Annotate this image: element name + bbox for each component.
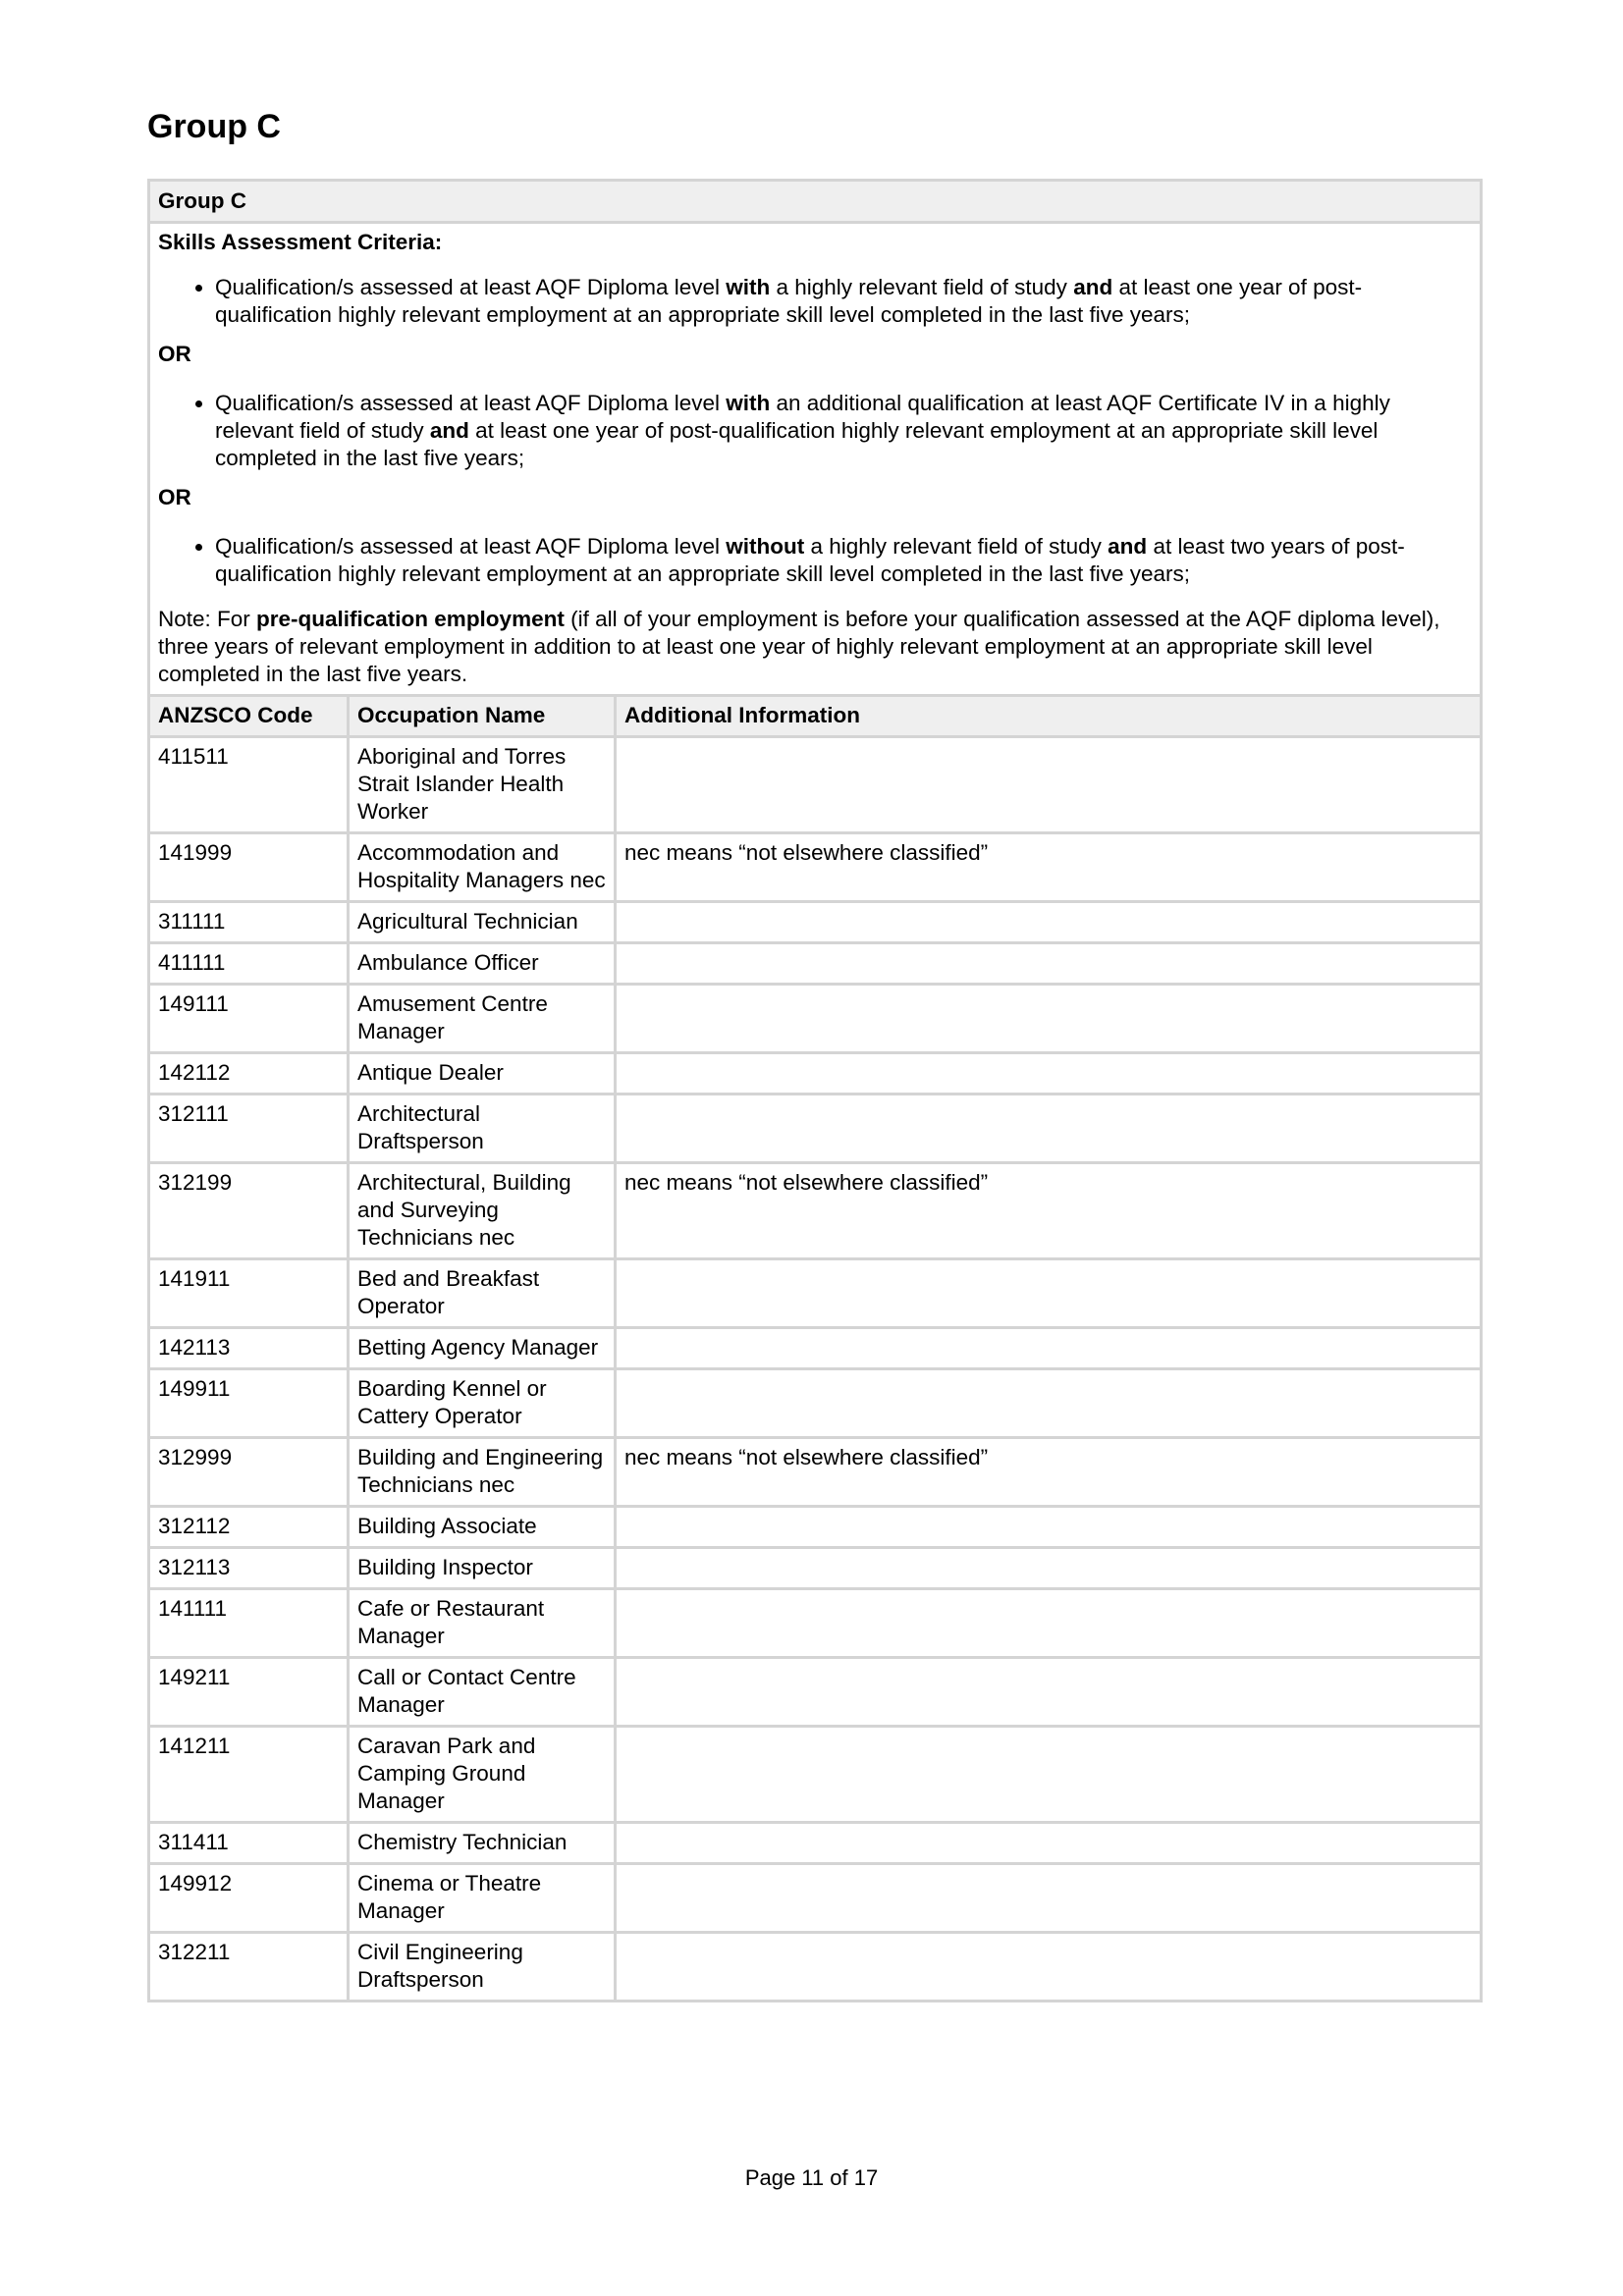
additional-info-cell	[616, 1095, 1482, 1163]
criteria-heading: Skills Assessment Criteria:	[158, 230, 443, 254]
column-header-name: Occupation Name	[349, 696, 616, 737]
anzsco-code-cell: 149911	[149, 1369, 349, 1438]
occupation-name-cell: Agricultural Technician	[349, 902, 616, 943]
column-header-row	[149, 696, 1482, 737]
table-row	[149, 985, 1482, 1053]
additional-info-cell	[616, 1658, 1482, 1727]
table-row	[149, 1727, 1482, 1823]
additional-info-cell	[616, 1053, 1482, 1095]
table-row	[149, 1589, 1482, 1658]
or-separator-1: OR	[158, 342, 191, 366]
page-title: Group C	[147, 108, 281, 145]
anzsco-code-cell: 142113	[149, 1328, 349, 1369]
table-row	[149, 833, 1482, 902]
table-row	[149, 1163, 1482, 1259]
anzsco-code-cell: 141211	[149, 1727, 349, 1823]
table-row	[149, 1933, 1482, 2002]
occupation-name-cell: Boarding Kennel or Cattery Operator	[349, 1369, 616, 1438]
occupation-name-cell: Building Associate	[349, 1507, 616, 1548]
table-row	[149, 1507, 1482, 1548]
page-footer: Page 11 of 17	[744, 2165, 879, 2190]
occupation-name-cell: Architectural Draftsperson	[349, 1095, 616, 1163]
table-row	[149, 1053, 1482, 1095]
anzsco-code-cell: 411111	[149, 943, 349, 985]
table-row	[149, 1658, 1482, 1727]
anzsco-code-cell: 141111	[149, 1589, 349, 1658]
table-row	[149, 1864, 1482, 1933]
table-row	[149, 943, 1482, 985]
criteria-item-2: • Qualification/s assessed at least AQF Diploma level with an additional qualification at least AQF Certificate IV in a highly relevant field of study and at least one year of post-qualification highly relevant employment at an appropriate skill level completed in the last five years;	[215, 390, 1472, 472]
additional-info-cell	[616, 1823, 1482, 1864]
occupation-name-cell: Amusement Centre Manager	[349, 985, 616, 1053]
additional-info-cell	[616, 1259, 1482, 1328]
occupation-name-cell: Accommodation and Hospitality Managers nec	[349, 833, 616, 902]
occupation-name-cell: Civil Engineering Draftsperson	[349, 1933, 616, 2002]
anzsco-code-cell: 141911	[149, 1259, 349, 1328]
additional-info-cell	[616, 737, 1482, 833]
anzsco-code-cell: 312211	[149, 1933, 349, 2002]
table-row	[149, 1095, 1482, 1163]
occupation-name-cell: Architectural, Building and Surveying Technicians nec	[349, 1163, 616, 1259]
criteria-item-3: • Qualification/s assessed at least AQF Diploma level without a highly relevant field of study and at least two years of post-qualification highly relevant employment at an appropriate skill level completed in the last five years;	[215, 533, 1472, 588]
criteria-cell	[149, 223, 1482, 696]
anzsco-code-cell: 312199	[149, 1163, 349, 1259]
table-row	[149, 1548, 1482, 1589]
anzsco-code-cell: 312112	[149, 1507, 349, 1548]
occupation-name-cell: Ambulance Officer	[349, 943, 616, 985]
occupation-name-cell: Aboriginal and Torres Strait Islander Health Worker	[349, 737, 616, 833]
or-separator-2: OR	[158, 485, 191, 509]
criteria-note: Note: For pre-qualification employment (if all of your employment is before your qualification assessed at the AQF diploma level), three years of relevant employment in addition to at least one year of highly relevant employment at an appropriate skill level completed in the last five years.	[158, 607, 1440, 686]
table-body	[149, 181, 1482, 2002]
anzsco-code-cell: 411511	[149, 737, 349, 833]
table-row	[149, 1259, 1482, 1328]
additional-info-cell	[616, 1727, 1482, 1823]
table-row	[149, 902, 1482, 943]
additional-info-cell: nec means “not elsewhere classified”	[616, 1163, 1482, 1259]
additional-info-cell	[616, 985, 1482, 1053]
table-row	[149, 1369, 1482, 1438]
additional-info-cell	[616, 1369, 1482, 1438]
occupation-name-cell: Bed and Breakfast Operator	[349, 1259, 616, 1328]
occupation-table	[147, 179, 1483, 2002]
anzsco-code-cell: 312111	[149, 1095, 349, 1163]
anzsco-code-cell: 311411	[149, 1823, 349, 1864]
additional-info-cell	[616, 1864, 1482, 1933]
additional-info-cell: nec means “not elsewhere classified”	[616, 833, 1482, 902]
table-row	[149, 737, 1482, 833]
occupation-name-cell: Building and Engineering Technicians nec	[349, 1438, 616, 1507]
criteria-item-1: • Qualification/s assessed at least AQF Diploma level with a highly relevant field of study and at least one year of post-qualification highly relevant employment at an appropriate skill level completed in the last five years;	[215, 274, 1472, 329]
occupation-name-cell: Cinema or Theatre Manager	[349, 1864, 616, 1933]
occupation-name-cell: Building Inspector	[349, 1548, 616, 1589]
occupation-name-cell: Betting Agency Manager	[349, 1328, 616, 1369]
group-header-cell: Group C	[149, 181, 1482, 223]
anzsco-code-cell: 312999	[149, 1438, 349, 1507]
column-header-code: ANZSCO Code	[149, 696, 349, 737]
anzsco-code-cell: 149211	[149, 1658, 349, 1727]
anzsco-code-cell: 311111	[149, 902, 349, 943]
occupation-name-cell: Chemistry Technician	[349, 1823, 616, 1864]
criteria-row	[149, 223, 1482, 696]
additional-info-cell: nec means “not elsewhere classified”	[616, 1438, 1482, 1507]
table-row	[149, 1328, 1482, 1369]
criteria-list-1	[158, 274, 1472, 329]
occupation-name-cell: Caravan Park and Camping Ground Manager	[349, 1727, 616, 1823]
occupation-name-cell: Call or Contact Centre Manager	[349, 1658, 616, 1727]
criteria-list-3	[158, 533, 1472, 588]
column-header-info: Additional Information	[616, 696, 1482, 737]
anzsco-code-cell: 149912	[149, 1864, 349, 1933]
criteria-list-2	[158, 390, 1472, 472]
occupation-name-cell: Antique Dealer	[349, 1053, 616, 1095]
anzsco-code-cell: 312113	[149, 1548, 349, 1589]
additional-info-cell	[616, 1328, 1482, 1369]
additional-info-cell	[616, 1507, 1482, 1548]
anzsco-code-cell: 141999	[149, 833, 349, 902]
table-row	[149, 1823, 1482, 1864]
occupation-name-cell: Cafe or Restaurant Manager	[349, 1589, 616, 1658]
anzsco-code-cell: 142112	[149, 1053, 349, 1095]
anzsco-code-cell: 149111	[149, 985, 349, 1053]
additional-info-cell	[616, 1589, 1482, 1658]
table-row	[149, 1438, 1482, 1507]
additional-info-cell	[616, 902, 1482, 943]
additional-info-cell	[616, 1933, 1482, 2002]
additional-info-cell	[616, 1548, 1482, 1589]
additional-info-cell	[616, 943, 1482, 985]
group-header-row	[149, 181, 1482, 223]
